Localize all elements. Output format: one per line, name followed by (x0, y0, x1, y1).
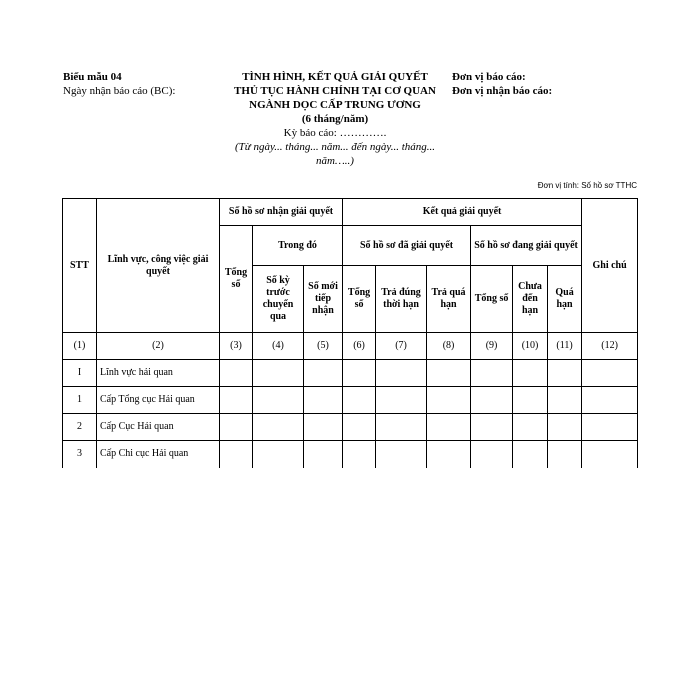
sub-header-among: Trong đó (253, 226, 343, 266)
data-cell (513, 441, 548, 468)
row-stt: 1 (63, 387, 97, 414)
data-cell (513, 414, 548, 441)
col-header-overdue: Quá hạn (548, 266, 582, 333)
data-cell (304, 414, 343, 441)
index-cell: (7) (376, 333, 427, 360)
data-cell (427, 360, 471, 387)
data-cell (253, 441, 304, 468)
data-cell (427, 414, 471, 441)
data-cell (548, 360, 582, 387)
data-cell (343, 441, 376, 468)
col-header-resolved-total: Tổng số (343, 266, 376, 333)
report-title-line-3: NGÀNH DỌC CẤP TRUNG ƯƠNG (249, 99, 421, 111)
report-period-range-line-1: (Từ ngày... tháng... năm... đến ngày... tháng... (234, 141, 436, 153)
data-cell (582, 360, 638, 387)
row-field: Cấp Chi cục Hải quan (97, 441, 220, 468)
col-header-previous-period: Số kỳ trước chuyển qua (253, 266, 304, 333)
index-cell: (1) (63, 333, 97, 360)
data-cell (304, 441, 343, 468)
index-cell: (2) (97, 333, 220, 360)
col-header-stt: STT (63, 199, 97, 333)
col-header-on-time: Trả đúng thời hạn (376, 266, 427, 333)
data-cell (376, 414, 427, 441)
row-stt: 3 (63, 441, 97, 468)
table-row (63, 360, 638, 387)
group-header-received: Số hồ sơ nhận giải quyết (220, 199, 343, 226)
sub-header-pending: Số hồ sơ đang giải quyết (471, 226, 582, 266)
col-header-note: Ghi chú (582, 199, 638, 333)
data-cell (471, 360, 513, 387)
index-cell: (11) (548, 333, 582, 360)
table-row (63, 387, 638, 414)
data-cell (304, 360, 343, 387)
data-cell (220, 414, 253, 441)
row-field: Cấp Tổng cục Hải quan (97, 387, 220, 414)
data-cell (471, 441, 513, 468)
index-cell: (5) (304, 333, 343, 360)
reporting-unit-label: Đơn vị báo cáo: (452, 71, 526, 83)
sub-header-resolved: Số hồ sơ đã giải quyết (343, 226, 471, 266)
data-cell (253, 414, 304, 441)
row-stt: 2 (63, 414, 97, 441)
data-cell (376, 441, 427, 468)
col-header-returned-overdue: Trả quá hạn (427, 266, 471, 333)
data-cell (471, 414, 513, 441)
header-right (452, 70, 552, 98)
data-cell (376, 387, 427, 414)
data-cell (427, 441, 471, 468)
data-cell (220, 441, 253, 468)
data-cell (548, 414, 582, 441)
data-cell (220, 360, 253, 387)
col-header-field: Lĩnh vực, công việc giải quyết (97, 199, 220, 333)
data-cell (376, 360, 427, 387)
col-header-total-received: Tổng số (220, 226, 253, 333)
col-header-newly-received: Số mới tiếp nhận (304, 266, 343, 333)
data-cell (582, 441, 638, 468)
form-number: Biểu mẫu 04 (63, 71, 122, 83)
header-left (63, 70, 175, 98)
report-period-label: Kỳ báo cáo: …………. (283, 127, 387, 139)
row-field: Cấp Cục Hải quan (97, 414, 220, 441)
index-cell: (4) (253, 333, 304, 360)
row-field: Lĩnh vực hải quan (97, 360, 220, 387)
data-cell (582, 387, 638, 414)
index-row (63, 333, 638, 360)
data-cell (343, 387, 376, 414)
report-title-block (205, 70, 465, 168)
data-cell (343, 360, 376, 387)
col-header-not-due: Chưa đến hạn (513, 266, 548, 333)
data-cell (427, 387, 471, 414)
data-cell (304, 387, 343, 414)
data-cell (253, 387, 304, 414)
index-cell: (9) (471, 333, 513, 360)
row-stt: I (63, 360, 97, 387)
data-cell (253, 360, 304, 387)
data-cell (513, 387, 548, 414)
index-cell: (3) (220, 333, 253, 360)
report-received-date-label: Ngày nhận báo cáo (BC): (63, 85, 176, 97)
data-cell (471, 387, 513, 414)
index-cell: (10) (513, 333, 548, 360)
report-period-range-line-2: năm…..) (316, 155, 354, 167)
data-cell (582, 414, 638, 441)
data-cell (343, 414, 376, 441)
index-cell: (8) (427, 333, 471, 360)
data-cell (548, 387, 582, 414)
col-header-pending-total: Tổng số (471, 266, 513, 333)
receiving-unit-label: Đơn vị nhận báo cáo: (452, 85, 553, 97)
index-cell: (12) (582, 333, 638, 360)
report-title-line-2: THỦ TỤC HÀNH CHÍNH TẠI CƠ QUAN (234, 85, 436, 97)
report-title-line-1: TÌNH HÌNH, KẾT QUẢ GIẢI QUYẾT (242, 71, 428, 83)
unit-note: Đơn vị tính: Số hồ sơ TTHC (537, 181, 637, 190)
data-cell (220, 387, 253, 414)
report-table (62, 198, 638, 468)
index-cell: (6) (343, 333, 376, 360)
table-row (63, 441, 638, 468)
table-row (63, 414, 638, 441)
data-cell (513, 360, 548, 387)
data-cell (548, 441, 582, 468)
report-frequency: (6 tháng/năm) (301, 113, 369, 125)
group-header-result: Kết quả giải quyết (343, 199, 582, 226)
